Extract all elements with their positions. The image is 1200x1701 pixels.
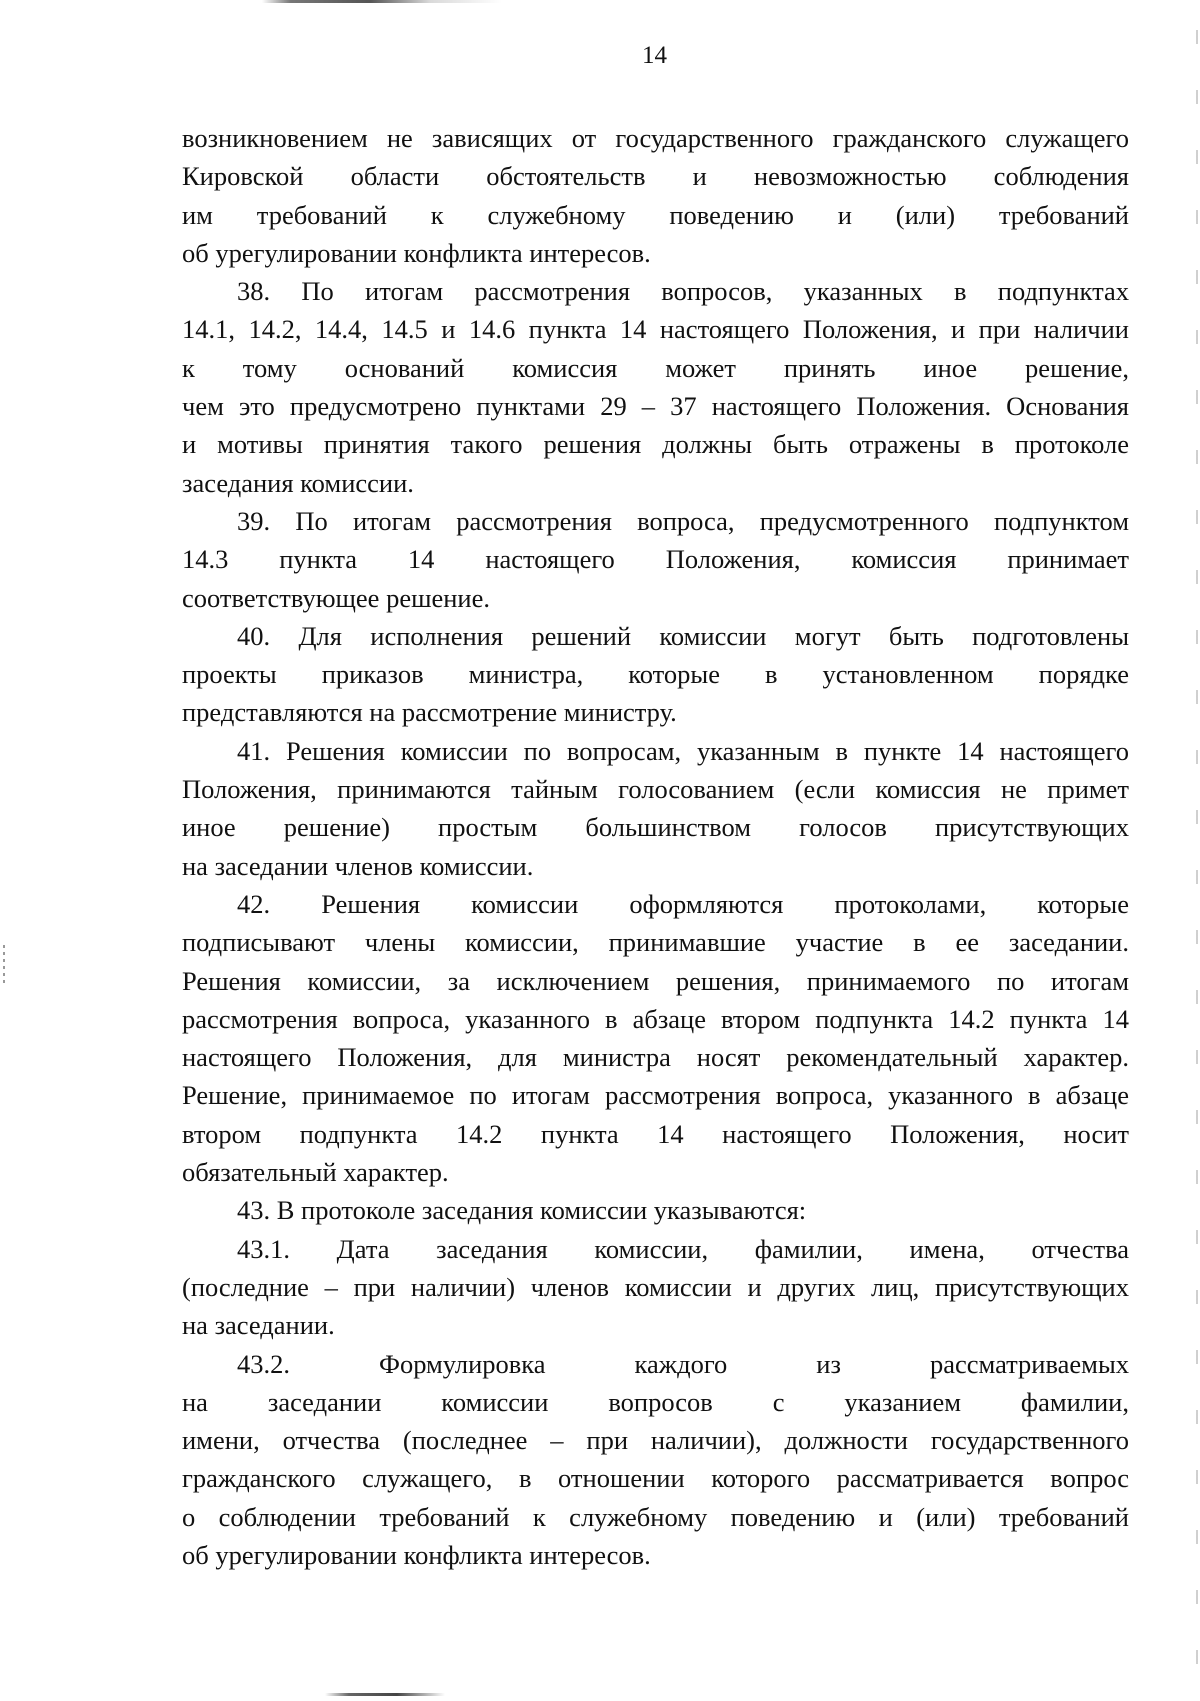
text-line: Кировской области обстоятельств и невозможностью соблюдения: [182, 161, 1129, 192]
text-line: и мотивы принятия такого решения должны быть отражены в протоколе: [182, 429, 1129, 460]
text-line: обязательный характер.: [182, 1157, 449, 1188]
text-line: Решение, принимаемое по итогам рассмотрения вопроса, указанного в абзаце: [182, 1080, 1129, 1111]
text-line: 42. Решения комиссии оформляются протоколами, которые: [237, 888, 1129, 919]
text-line: рассмотрения вопроса, указанного в абзаце втором подпункта 14.2 пункта 14: [182, 1003, 1129, 1034]
text-line: чем это предусмотрено пунктами 29 – 37 настоящего Положения. Основания: [182, 391, 1129, 422]
text-line: 39. По итогам рассмотрения вопроса, предусмотренного подпунктом: [237, 505, 1129, 536]
text-line: 43.1. Дата заседания комиссии, фамилии, имена, отчества: [237, 1233, 1129, 1264]
text-line: им требований к служебному поведению и (или) требований: [182, 199, 1129, 230]
document-body: [182, 119, 1129, 1574]
text-line: настоящего Положения, для министра носят рекомендательный характер.: [182, 1042, 1129, 1073]
text-line: на заседании комиссии вопросов с указанием фамилии,: [182, 1386, 1129, 1417]
text-line: втором подпункта 14.2 пункта 14 настоящего Положения, носит: [182, 1118, 1129, 1149]
text-line: об урегулировании конфликта интересов.: [182, 237, 651, 268]
text-line: возникновением не зависящих от государственного гражданского служащего: [182, 123, 1129, 153]
text-line: соответствующее решение.: [182, 582, 490, 613]
page-number: 14: [642, 42, 667, 69]
text-line: 43.2. Формулировка каждого из рассматриваемых: [237, 1348, 1129, 1379]
scan-artifact-right-edge: [1196, 30, 1198, 1670]
text-line: 41. Решения комиссии по вопросам, указанным в пункте 14 настоящего: [237, 735, 1129, 766]
scan-artifact-left-edge: [3, 945, 5, 985]
text-line: на заседании.: [182, 1310, 335, 1341]
text-line: иное решение) простым большинством голосов присутствующих: [182, 812, 1129, 843]
text-line: 43. В протоколе заседания комиссии указываются:: [237, 1195, 807, 1226]
text-line: 38. По итогам рассмотрения вопросов, указанных в подпунктах: [237, 276, 1129, 307]
text-line: на заседании членов комиссии.: [182, 850, 534, 881]
text-line: подписывают члены комиссии, принимавшие участие в ее заседании.: [182, 927, 1129, 958]
text-line: Решения комиссии, за исключением решения, принимаемого по итогам: [182, 965, 1129, 996]
text-line: 14.1, 14.2, 14.4, 14.5 и 14.6 пункта 14 настоящего Положения, и при наличии: [182, 314, 1129, 345]
scan-artifact-bottom: [325, 1693, 445, 1696]
text-line: об урегулировании конфликта интересов.: [182, 1539, 651, 1570]
text-line: 40. Для исполнения решений комиссии могут быть подготовлены: [237, 620, 1129, 651]
text-line: (последние – при наличии) членов комиссии и других лиц, присутствующих: [182, 1271, 1129, 1302]
text-line: имени, отчества (последнее – при наличии), должности государственного: [182, 1425, 1129, 1456]
text-line: представляются на рассмотрение министру.: [182, 697, 677, 728]
text-line: к тому оснований комиссия может принять иное решение,: [182, 352, 1129, 383]
scan-artifact-top: [262, 0, 502, 3]
text-line: гражданского служащего, в отношении которого рассматривается вопрос: [182, 1463, 1129, 1494]
text-line: Положения, принимаются тайным голосованием (если комиссия не примет: [182, 774, 1129, 805]
text-line: проекты приказов министра, которые в установленном порядке: [182, 659, 1129, 690]
text-line: 14.3 пункта 14 настоящего Положения, комиссия принимает: [182, 544, 1129, 575]
text-line: заседания комиссии.: [182, 467, 414, 498]
text-line: о соблюдении требований к служебному поведению и (или) требований: [182, 1501, 1129, 1532]
